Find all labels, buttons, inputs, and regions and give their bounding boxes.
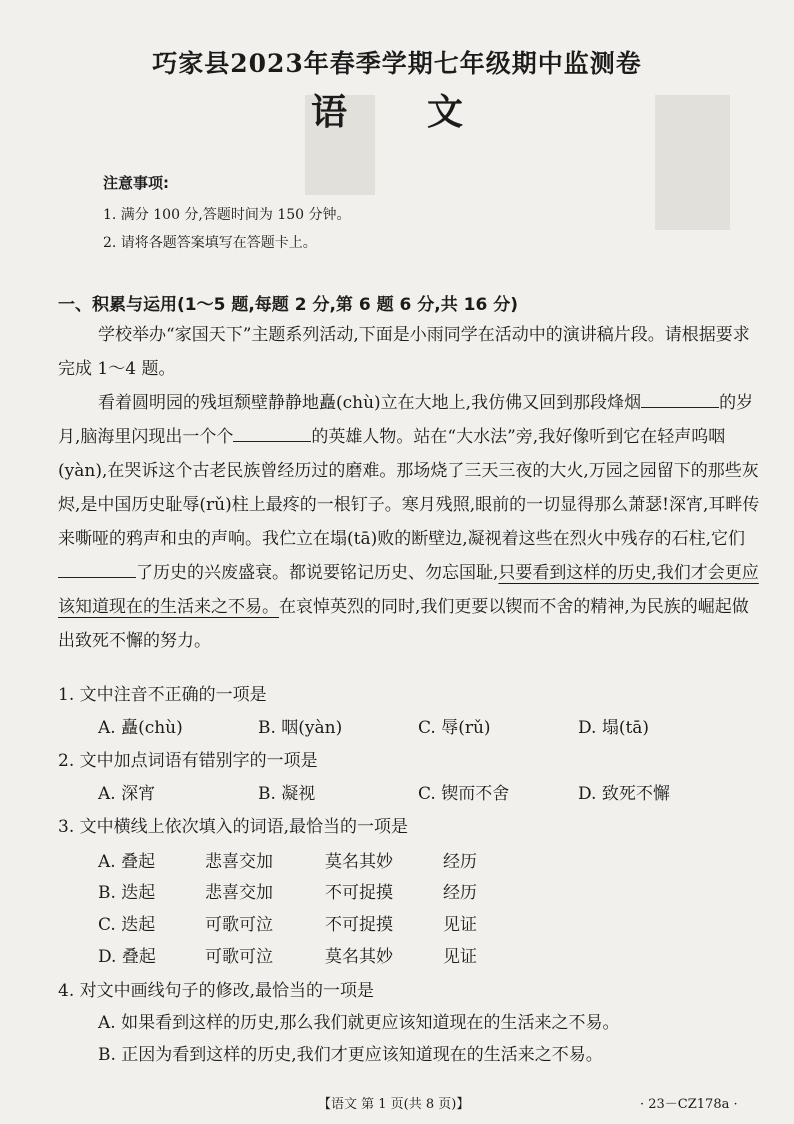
question-1-stem: 1. 文中注音不正确的一项是 — [58, 685, 267, 705]
notice-item: 2. 请将各题答案填写在答题卡上。 — [103, 235, 317, 251]
passage-text: 在哀悼英烈的同时,我们更要以锲而不舍的精神,为民族的崛起做出致死不懈的努力。 — [58, 597, 749, 651]
q3-option-c-word2: 可歌可泣 — [205, 915, 273, 935]
q3-option-c-word1[interactable]: C. 迭起 — [98, 915, 156, 935]
paper-code: · 23－CZ178a · — [640, 1097, 738, 1112]
q3-option-a-word3: 莫名其妙 — [325, 852, 393, 872]
q4-option-b[interactable]: B. 正因为看到这样的历史,我们才更应该知道现在的生活来之不易。 — [98, 1045, 603, 1065]
passage-text: 看着圆明园的残垣颓壁静静地矗(chù)立在大地上,我仿佛又回到那段烽烟 — [98, 393, 642, 413]
q1-option-c[interactable]: C. 辱(rǔ) — [418, 718, 491, 738]
q1-option-b[interactable]: B. 咽(yàn) — [258, 718, 343, 738]
q3-option-a-word2: 悲喜交加 — [205, 852, 273, 872]
intro-paragraph: 学校举办“家国天下”主题系列活动,下面是小雨同学在活动中的演讲稿片段。请根据要求完成 1～4 题。 — [58, 325, 750, 379]
q3-option-d-word3: 莫名其妙 — [325, 947, 393, 967]
page-number: 【语文 第 1 页(共 8 页)】 — [318, 1097, 470, 1112]
passage-text: 的英雄人物。站在“大水法”旁,我好像听到它在轻声呜咽(yàn),在哭诉这个古老民族曾经历过的磨难。那场烧了三天三夜的大火,万园之园留下的那些灰烬,是中国历史耻辱(rǔ)柱上最疼的一根钉子。寒月残照,眼前的一切显得那么萧瑟!深宵,耳畔传来嘶哑的鸦声和虫的声响。我伫立在塌(tā)败的断壁边,凝视着这些在烈火中残存的石柱,它们 — [58, 427, 760, 549]
notice-item: 1. 满分 100 分,答题时间为 150 分钟。 — [103, 207, 351, 223]
q3-option-b-word4: 经历 — [443, 883, 477, 903]
q3-option-c-word3: 不可捉摸 — [325, 915, 393, 935]
subject-title: 语文 — [310, 91, 543, 133]
q2-option-c[interactable]: C. 锲而不舍 — [418, 784, 510, 804]
question-2-stem: 2. 文中加点词语有错别字的一项是 — [58, 751, 318, 771]
q2-option-b[interactable]: B. 凝视 — [258, 784, 316, 804]
q3-option-a-word1[interactable]: A. 叠起 — [98, 852, 156, 872]
question-4-stem: 4. 对文中画线句子的修改,最恰当的一项是 — [58, 981, 375, 1001]
q3-option-d-word2: 可歌可泣 — [205, 947, 273, 967]
blank-line — [641, 387, 719, 408]
q2-option-a[interactable]: A. 深宵 — [98, 784, 156, 804]
blank-line — [233, 421, 311, 442]
passage-text: 了历史的兴废盛衰。都说要铭记历史、勿忘国耻, — [136, 563, 499, 583]
blank-line — [58, 557, 136, 578]
q3-option-d-word1[interactable]: D. 叠起 — [98, 947, 156, 967]
underlined-sentence: 只要看到这样的历史,我们才会更应该知道现在的生活来之不易。 — [58, 563, 759, 617]
q3-option-c-word4: 见证 — [443, 915, 477, 935]
q4-option-a[interactable]: A. 如果看到这样的历史,那么我们就更应该知道现在的生活来之不易。 — [98, 1013, 620, 1033]
q1-option-d[interactable]: D. 塌(tā) — [578, 718, 650, 738]
question-3-stem: 3. 文中横线上依次填入的词语,最恰当的一项是 — [58, 817, 409, 837]
q3-option-a-word4: 经历 — [443, 852, 477, 872]
exam-title: 巧家县2023年春季学期七年级期中监测卷 — [152, 49, 642, 78]
section-heading: 一、积累与运用(1～5 题,每题 2 分,第 6 题 6 分,共 16 分) — [58, 295, 518, 315]
q3-option-b-word3: 不可捉摸 — [325, 883, 393, 903]
q3-option-b-word1[interactable]: B. 迭起 — [98, 883, 156, 903]
q3-option-d-word4: 见证 — [443, 947, 477, 967]
passage-paragraph — [58, 386, 763, 658]
q2-option-d[interactable]: D. 致死不懈 — [578, 784, 670, 804]
notice-title: 注意事项: — [103, 174, 169, 192]
q1-option-a[interactable]: A. 矗(chù) — [98, 718, 183, 738]
q3-option-b-word2: 悲喜交加 — [205, 883, 273, 903]
passage-text: 的岁月,脑海里闪现出一个个 — [58, 393, 754, 447]
